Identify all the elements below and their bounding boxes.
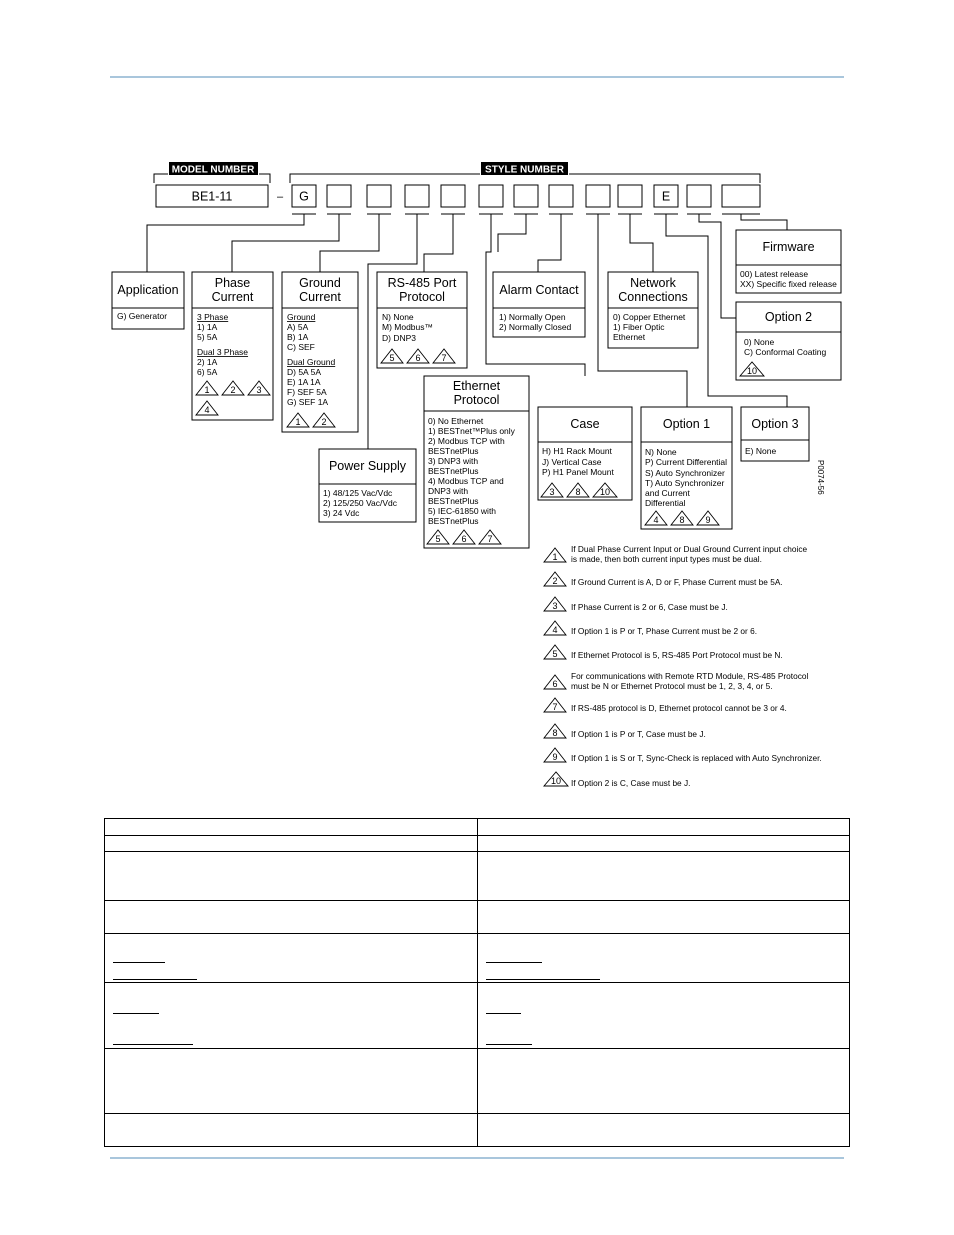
note-6 — [544, 671, 808, 691]
note-number: 10 — [550, 776, 562, 786]
note-ref: 3 — [256, 385, 262, 395]
slot-power-supply — [405, 185, 429, 207]
note-ref: 10 — [746, 366, 758, 376]
case-item: H) H1 Rack Mount — [542, 446, 612, 456]
note-number: 6 — [552, 679, 558, 689]
underline-mark — [486, 962, 542, 963]
option2-item: 0) None — [744, 337, 775, 347]
rs485-item: D) DNP3 — [382, 333, 417, 343]
phase-current-box — [192, 272, 273, 420]
note-text: If Ground Current is A, D or F, Phase Current must be 5A. — [571, 577, 783, 587]
slot-rs485 — [441, 185, 465, 207]
rs485-notes — [381, 349, 455, 363]
slot-ground-current — [367, 185, 391, 207]
firmware-item: 00) Latest release — [740, 269, 809, 279]
model-number-header — [154, 162, 270, 183]
ethernet-item: BESTnetPlus — [428, 446, 479, 456]
style-number-header — [290, 162, 760, 183]
table-cell — [105, 901, 478, 934]
figure-id: P0074-56 — [816, 460, 825, 495]
table-cell — [477, 836, 850, 852]
option1-item: S) Auto Synchronizer — [645, 468, 725, 478]
phase-current-subheading: Dual 3 Phase — [197, 347, 249, 357]
ground-current-item: G) SEF 1A — [287, 397, 329, 407]
ethernet-item: DNP3 with — [428, 486, 469, 496]
note-ref: 5 — [389, 353, 395, 363]
model-dash: – — [276, 191, 284, 203]
underline-mark — [113, 979, 197, 980]
firmware-box — [736, 230, 841, 293]
option1-item: N) None — [645, 447, 677, 457]
rs485-item: M) Modbus™ — [382, 322, 434, 332]
note-text: If Dual Phase Current Input or Dual Ground Current input choice — [571, 544, 808, 554]
option2-box — [736, 302, 841, 380]
note-text: If Phase Current is 2 or 6, Case must be J. — [571, 602, 728, 612]
phase-current-title-2: Current — [211, 290, 254, 304]
note-2 — [544, 572, 783, 587]
application-item: G) Generator — [117, 311, 168, 321]
option3-box — [741, 407, 809, 461]
note-1 — [544, 544, 808, 564]
slot-phase-current — [327, 185, 351, 207]
table-cell — [477, 934, 850, 983]
ground-current-item: C) SEF — [287, 342, 315, 352]
note-text: If Option 1 is P or T, Phase Current must be 2 or 6. — [571, 626, 758, 636]
note-ref: 8 — [575, 487, 581, 497]
ethernet-title: Ethernet — [452, 379, 501, 393]
note-text: If Option 2 is C, Case must be J. — [571, 778, 691, 788]
rs485-item: N) None — [382, 312, 414, 322]
power-supply-item: 1) 48/125 Vac/Vdc — [323, 488, 393, 498]
option1-box — [641, 407, 732, 529]
note-ref: 6 — [461, 534, 467, 544]
ethernet-item: 2) Modbus TCP with — [428, 436, 505, 446]
ground-current-subheading: Ground — [287, 312, 316, 322]
network-item: 1) Fiber Optic — [613, 322, 665, 332]
note-ref: 8 — [679, 515, 685, 525]
option2-item: C) Conformal Coating — [744, 347, 827, 357]
style-number-label: STYLE NUMBER — [485, 164, 564, 176]
underline-mark — [486, 1044, 532, 1045]
option1-item: T) Auto Synchronizer — [645, 478, 725, 488]
table-cell — [477, 1114, 850, 1147]
note-number: 1 — [552, 552, 558, 562]
underline-mark — [113, 1044, 193, 1045]
ground-current-item: D) 5A 5A — [287, 367, 322, 377]
ethernet-item: 0) No Ethernet — [428, 416, 484, 426]
case-box — [538, 407, 632, 500]
table-cell — [477, 901, 850, 934]
note-ref: 6 — [415, 353, 421, 363]
note-text: is made, then both current input types must be dual. — [571, 554, 762, 564]
note-ref: 1 — [295, 417, 301, 427]
table-cell — [477, 1049, 850, 1114]
option1-item: and Current — [645, 488, 690, 498]
ground-current-title-2: Current — [299, 290, 341, 304]
network-connections-box — [608, 272, 698, 348]
note-number: 3 — [552, 601, 558, 611]
table-cell — [477, 852, 850, 901]
model-number-label: MODEL NUMBER — [171, 164, 255, 176]
table-cell — [105, 1049, 478, 1114]
rs485-title-2: Protocol — [399, 290, 445, 304]
slot-option3-2 — [687, 185, 711, 207]
case-item: J) Vertical Case — [542, 457, 602, 467]
slot-alarm — [514, 185, 538, 207]
note-ref: 3 — [549, 487, 555, 497]
style-slots — [292, 185, 760, 207]
note-number: 9 — [552, 752, 558, 762]
underline-mark — [486, 979, 600, 980]
note-ref: 4 — [653, 515, 659, 525]
case-notes — [541, 483, 617, 497]
option1-title: Option 1 — [662, 417, 711, 431]
note-7 — [544, 698, 787, 713]
note-ref: 10 — [599, 487, 611, 497]
note-ref: 2 — [230, 385, 236, 395]
note-8 — [544, 724, 706, 739]
underline-mark — [113, 1013, 159, 1014]
table-cell — [105, 983, 478, 1049]
notes-list — [544, 544, 822, 788]
phase-current-title: Phase — [214, 276, 251, 290]
note-text: must be N or Ethernet Protocol must be 1, 2, 3, 4, or 5. — [571, 681, 773, 691]
slot-network — [618, 185, 642, 207]
phase-current-item: 5) 5A — [197, 332, 218, 342]
option2-title: Option 2 — [764, 310, 813, 324]
note-ref: 7 — [487, 534, 493, 544]
ethernet-title-2: Protocol — [453, 393, 500, 407]
note-text: If Ethernet Protocol is 5, RS-485 Port Protocol must be N. — [571, 650, 783, 660]
note-text: If RS-485 protocol is D, Ethernet protocol cannot be 3 or 4. — [571, 703, 787, 713]
ground-current-subheading: Dual Ground — [287, 357, 336, 367]
note-10 — [544, 772, 690, 788]
table-cell — [105, 1114, 478, 1147]
note-ref: 5 — [435, 534, 441, 544]
phase-current-item: 1) 1A — [197, 322, 218, 332]
table-cell — [477, 983, 850, 1049]
ground-current-title: Ground — [299, 276, 341, 290]
note-text: For communications with Remote RTD Module, RS-485 Protocol — [571, 671, 809, 681]
option3-title: Option 3 — [751, 417, 799, 431]
ground-current-item: E) 1A 1A — [287, 377, 321, 387]
firmware-item: XX) Specific fixed release — [740, 279, 837, 289]
ethernet-item: 4) Modbus TCP and — [428, 476, 504, 486]
bottom-rule — [110, 1157, 844, 1159]
case-item: P) H1 Panel Mount — [542, 467, 614, 477]
table-cell — [105, 934, 478, 983]
table-cell — [105, 852, 478, 901]
slot-application-value: G — [299, 189, 309, 204]
slot-option1 — [586, 185, 610, 207]
ground-current-item: B) 1A — [287, 332, 309, 342]
note-4 — [544, 621, 757, 636]
application-title: Application — [117, 283, 179, 297]
power-supply-item: 3) 24 Vdc — [323, 508, 360, 518]
note-number: 5 — [552, 649, 558, 659]
note-9 — [544, 748, 822, 763]
note-3 — [544, 597, 728, 612]
rs485-title: RS-485 Port — [387, 276, 457, 290]
network-item: 0) Copper Ethernet — [613, 312, 686, 322]
note-5 — [544, 645, 783, 660]
ethernet-item: 3) DNP3 with — [428, 456, 479, 466]
note-number: 8 — [552, 728, 558, 738]
power-supply-item: 2) 125/250 Vac/Vdc — [323, 498, 398, 508]
ethernet-item: 1) BESTnet™Plus only — [428, 426, 515, 436]
power-supply-title: Power Supply — [328, 459, 407, 473]
ethernet-item: 5) IEC-61850 with — [428, 506, 497, 516]
option1-item: P) Current Differential — [645, 457, 728, 467]
alarm-contact-title: Alarm Contact — [499, 283, 579, 297]
ethernet-item: BESTnetPlus — [428, 466, 479, 476]
ground-current-box — [282, 272, 358, 432]
network-item: Ethernet — [613, 332, 646, 342]
alarm-contact-item: 2) Normally Closed — [499, 322, 572, 332]
table-cell — [105, 836, 478, 852]
ethernet-item: BESTnetPlus — [428, 516, 479, 526]
underline-mark — [113, 962, 165, 963]
rs485-box — [377, 272, 467, 368]
option3-item: E) None — [745, 446, 777, 456]
note-ref: 7 — [441, 353, 447, 363]
alarm-contact-box — [493, 272, 585, 337]
note-number: 2 — [552, 576, 558, 586]
ground-current-item: F) SEF 5A — [287, 387, 327, 397]
power-supply-box — [319, 449, 416, 522]
alarm-contact-item: 1) Normally Open — [499, 312, 566, 322]
ethernet-protocol-box — [424, 376, 529, 548]
slot-fixed-e-value: E — [661, 189, 671, 204]
table-cell — [477, 819, 850, 836]
note-text: If Option 1 is S or T, Sync-Check is replaced with Auto Synchronizer. — [571, 753, 822, 763]
firmware-title: Firmware — [762, 240, 815, 254]
slot-firmware — [722, 185, 760, 207]
network-title: Network — [630, 276, 676, 290]
ground-current-item: A) 5A — [287, 322, 309, 332]
note-ref: 2 — [321, 417, 327, 427]
slot-case — [549, 185, 573, 207]
note-number: 7 — [552, 702, 558, 712]
phase-current-subheading: 3 Phase — [197, 312, 229, 322]
model-number-value: BE1-11 — [191, 189, 233, 204]
note-ref: 1 — [204, 385, 210, 395]
ethernet-notes — [427, 530, 501, 544]
ethernet-item: BESTnetPlus — [428, 496, 479, 506]
option1-item: Differential — [645, 498, 686, 508]
network-title-2: Connections — [618, 290, 688, 304]
phase-current-item: 6) 5A — [197, 367, 218, 377]
table-cell — [105, 819, 478, 836]
style-table — [104, 818, 850, 1147]
slot-ethernet — [479, 185, 503, 207]
note-text: If Option 1 is P or T, Case must be J. — [571, 729, 706, 739]
option1-notes — [645, 511, 719, 525]
note-ref: 9 — [705, 515, 711, 525]
note-number: 4 — [552, 625, 558, 635]
note-ref: 4 — [204, 405, 210, 415]
phase-current-item: 2) 1A — [197, 357, 218, 367]
underline-mark — [486, 1013, 521, 1014]
case-title: Case — [570, 417, 600, 431]
application-box — [112, 272, 184, 329]
